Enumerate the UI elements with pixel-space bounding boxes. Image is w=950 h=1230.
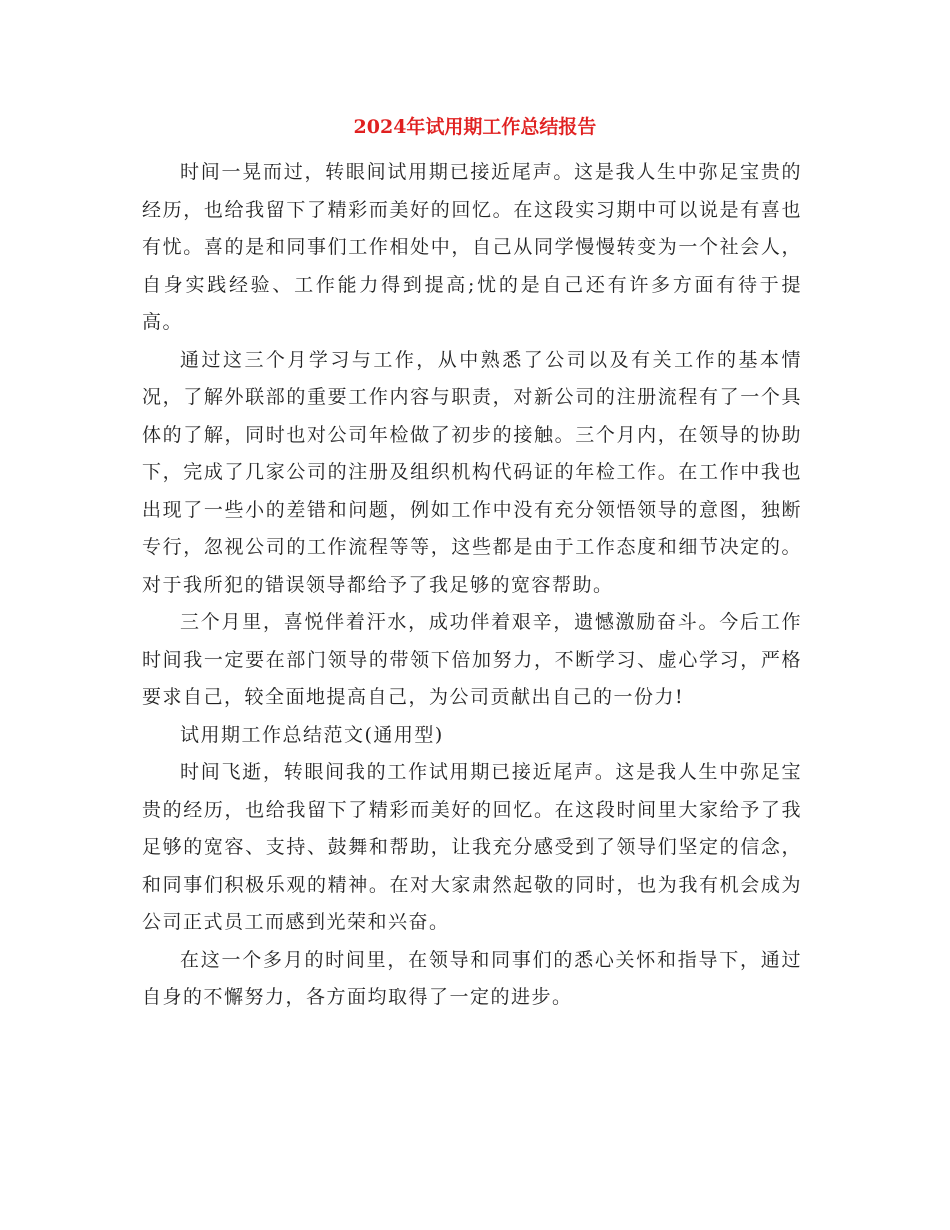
document-title: 2024年试用期工作总结报告: [353, 116, 597, 138]
paragraph-5: 在这一个多月的时间里，在领导和同事们的悉心关怀和指导下，通过自身的不懈努力，各方面均取得了一定的进步。: [142, 948, 802, 1008]
section-heading: 试用期工作总结范文(通用型): [180, 723, 444, 746]
paragraph-3: 三个月里，喜悦伴着汗水，成功伴着艰辛，遗憾激励奋斗。今后工作时间我一定要在部门领导的带领下倍加努力，不断学习、虚心学习，严格要求自己，较全面地提高自己，为公司贡献出自己的一份力!: [142, 611, 802, 708]
paragraph-1: 时间一晃而过，转眼间试用期已接近尾声。这是我人生中弥足宝贵的经历，也给我留下了精彩而美好的回忆。在这段实习期中可以说是有喜也有忧。喜的是和同事们工作相处中，自己从同学慢慢转变为一个社会人，自身实践经验、工作能力得到提高;忧的是自己还有许多方面有待于提高。: [142, 161, 802, 333]
paragraph-2: 通过这三个月学习与工作，从中熟悉了公司以及有关工作的基本情况，了解外联部的重要工作内容与职责，对新公司的注册流程有了一个具体的了解，同时也对公司年检做了初步的接触。三个月内，在领导的协助下，完成了几家公司的注册及组织机构代码证的年检工作。在工作中我也出现了一些小的差错和问题，例如工作中没有充分领悟领导的意图，独断专行，忽视公司的工作流程等等，这些都是由于工作态度和细节决定的。对于我所犯的错误领导都给予了我足够的宽容帮助。: [142, 348, 802, 596]
document-body: [142, 154, 802, 1017]
paragraph-4: 时间飞逝，转眼间我的工作试用期已接近尾声。这是我人生中弥足宝贵的经历，也给我留下了精彩而美好的回忆。在这段时间里大家给予了我足够的宽容、支持、鼓舞和帮助，让我充分感受到了领导们坚定的信念，和同事们积极乐观的精神。在对大家肃然起敬的同时，也为我有机会成为公司正式员工而感到光荣和兴奋。: [142, 761, 802, 933]
